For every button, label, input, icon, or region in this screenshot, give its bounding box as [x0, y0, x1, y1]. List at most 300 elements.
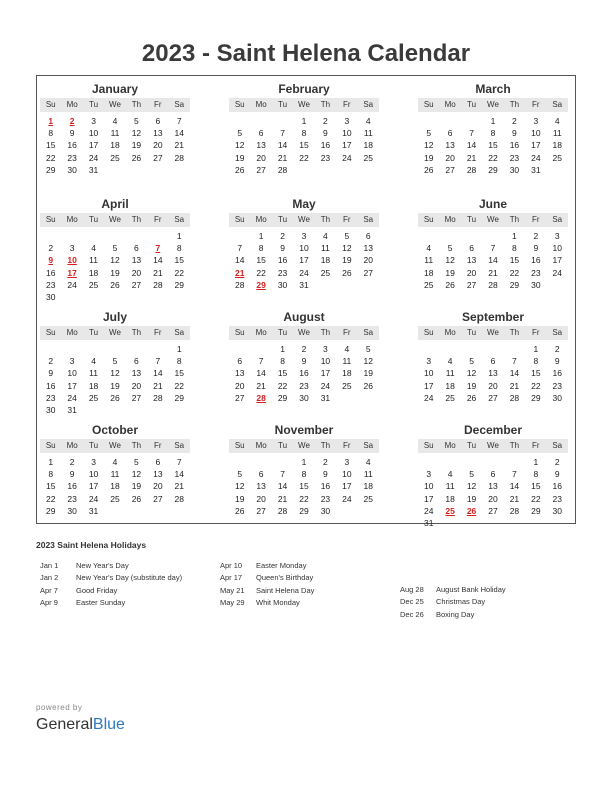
day-cell: 3 [91, 116, 96, 126]
day-cell: 5 [365, 344, 371, 354]
day-cell: 18 [320, 255, 331, 266]
day-cell: 18 [445, 493, 455, 504]
day-cell: 13 [363, 243, 374, 254]
day-cell: 24 [342, 152, 352, 163]
day-cell: 28 [153, 392, 163, 403]
empty-cell [147, 343, 168, 355]
day-cell: 24 [531, 152, 541, 163]
day-cell: 1 [490, 116, 496, 126]
day-cell: 12 [131, 469, 142, 480]
day-cell: 4 [91, 243, 96, 254]
day-cell: 13 [488, 368, 498, 379]
day-cell: 21 [174, 140, 185, 151]
day-cell: 6 [134, 356, 139, 367]
empty-cell [61, 230, 82, 242]
logo-part-blue: Blue [92, 716, 125, 733]
day-cell: 11 [110, 128, 120, 139]
day-cell: 23 [320, 152, 331, 163]
day-cell: 17 [67, 380, 77, 391]
day-cell: 1 [533, 344, 539, 354]
day-cell: 20 [234, 380, 245, 391]
holiday-row [40, 572, 182, 584]
day-cell: 23 [45, 392, 56, 403]
month-name: June [478, 197, 507, 211]
empty-cell [482, 456, 503, 468]
weekday-label: We [487, 441, 499, 450]
weekday-label: Fr [532, 441, 540, 450]
day-grid [418, 343, 568, 404]
generalblue-logo[interactable] [36, 716, 125, 734]
day-cell: 15 [45, 140, 56, 151]
day-cell: 23 [67, 493, 77, 504]
day-cell: 18 [423, 267, 434, 278]
holiday-day-cell: 1 [48, 116, 54, 126]
day-cell: 7 [280, 469, 285, 480]
day-cell: 1 [176, 344, 182, 354]
month-name: October [91, 423, 138, 437]
weekday-label: Fr [532, 215, 540, 224]
day-cell: 26 [342, 267, 352, 278]
day-cell: 9 [323, 128, 328, 139]
month-december [418, 423, 568, 529]
day-cell: 26 [423, 164, 434, 175]
day-cell: 12 [110, 368, 120, 379]
weekday-label: Tu [278, 328, 288, 337]
day-cell: 15 [488, 140, 498, 151]
day-cell: 6 [258, 469, 264, 480]
day-cell: 20 [256, 493, 266, 504]
day-cell: 17 [423, 380, 434, 391]
day-cell: 12 [445, 255, 455, 266]
month-september [418, 310, 568, 404]
holiday-column-2 [220, 560, 314, 609]
day-cell: 12 [466, 481, 477, 492]
holiday-row [220, 560, 314, 572]
weekday-label: We [487, 215, 499, 224]
day-cell: 20 [363, 255, 374, 266]
month-march [418, 82, 568, 176]
day-cell: 28 [466, 164, 477, 175]
day-cell: 1 [176, 231, 182, 241]
weekday-label: Su [234, 215, 245, 224]
day-cell: 10 [423, 481, 434, 492]
day-cell: 18 [342, 368, 352, 379]
empty-cell [504, 456, 525, 468]
day-cell: 15 [256, 255, 266, 266]
day-cell: 16 [67, 140, 77, 151]
day-cell: 22 [509, 267, 520, 278]
day-cell: 8 [533, 356, 539, 367]
weekday-label: Tu [89, 441, 99, 450]
day-cell: 16 [45, 380, 56, 391]
weekday-label: Th [131, 441, 142, 450]
day-cell: 14 [466, 140, 477, 151]
day-cell: 16 [509, 140, 520, 151]
day-cell: 29 [531, 505, 541, 516]
empty-cell [104, 343, 125, 355]
weekday-label: Sa [174, 215, 185, 224]
holiday-date: Jan 1 [40, 561, 59, 570]
day-cell: 3 [344, 457, 350, 467]
weekday-label: Sa [174, 328, 185, 337]
day-cell: 9 [69, 128, 75, 139]
weekday-label: Mo [66, 100, 78, 109]
day-cell: 11 [363, 128, 373, 139]
day-cell: 19 [363, 368, 374, 379]
weekday-label: Sa [174, 441, 185, 450]
day-cell: 13 [488, 481, 498, 492]
day-cell: 16 [277, 255, 288, 266]
empty-cell [461, 230, 482, 242]
holiday-date: Apr 7 [40, 585, 58, 595]
weekday-label: Fr [154, 328, 162, 337]
day-cell: 6 [490, 356, 496, 367]
weekday-label: Tu [467, 100, 477, 109]
day-cell: 8 [301, 469, 307, 480]
day-cell: 9 [554, 469, 560, 480]
empty-cell [272, 456, 293, 468]
weekday-label: Fr [154, 215, 162, 224]
empty-cell [461, 456, 482, 468]
day-cell: 24 [88, 152, 99, 163]
day-cell: 16 [531, 255, 541, 266]
day-cell: 21 [277, 493, 288, 504]
empty-cell [418, 230, 439, 242]
weekday-label: Su [45, 441, 56, 450]
day-cell: 30 [67, 505, 77, 516]
holiday-row [40, 560, 182, 572]
weekday-label: Mo [444, 441, 456, 450]
holiday-name: Easter Monday [256, 561, 307, 570]
weekday-header [229, 326, 379, 340]
day-cell: 15 [531, 368, 541, 379]
holiday-date: Jan 2 [40, 573, 59, 583]
weekday-label: Mo [444, 328, 456, 337]
weekday-label: Tu [467, 441, 477, 450]
month-february [229, 82, 379, 176]
weekday-label: Mo [66, 215, 78, 224]
weekday-label: Su [423, 441, 434, 450]
weekday-header [40, 439, 190, 453]
day-cell: 8 [258, 243, 264, 254]
day-cell: 13 [445, 140, 455, 151]
day-grid [229, 230, 379, 291]
day-cell: 5 [469, 469, 474, 480]
day-cell: 7 [237, 243, 243, 254]
day-cell: 21 [153, 267, 163, 278]
day-cell: 1 [258, 231, 264, 241]
day-cell: 17 [342, 140, 352, 151]
weekday-label: Tu [89, 215, 99, 224]
day-cell: 14 [256, 368, 266, 379]
weekday-label: Mo [255, 441, 267, 450]
weekday-header [229, 98, 379, 112]
weekday-label: Th [509, 328, 520, 337]
weekday-label: Tu [278, 215, 288, 224]
day-cell: 7 [155, 356, 161, 367]
day-cell: 19 [234, 152, 245, 163]
day-cell: 7 [490, 243, 496, 254]
day-cell: 10 [320, 356, 331, 367]
weekday-label: Mo [66, 441, 78, 450]
day-cell: 19 [234, 493, 245, 504]
day-cell: 25 [445, 392, 455, 403]
day-cell: 6 [155, 116, 161, 126]
day-cell: 3 [344, 116, 350, 126]
day-cell: 29 [45, 505, 56, 516]
day-cell: 2 [69, 457, 75, 467]
day-cell: 2 [48, 356, 54, 367]
day-cell: 29 [509, 279, 520, 290]
day-cell: 7 [469, 128, 474, 139]
holiday-name: Boxing Day [436, 609, 475, 619]
day-cell: 26 [110, 279, 120, 290]
holiday-name: New Year's Day [76, 561, 129, 570]
holiday-day-cell: 25 [445, 505, 455, 516]
day-cell: 18 [88, 380, 99, 391]
empty-cell [83, 343, 104, 355]
day-cell: 4 [112, 116, 118, 126]
day-cell: 30 [509, 164, 520, 175]
day-cell: 4 [91, 356, 96, 367]
day-cell: 9 [323, 469, 328, 480]
day-cell: 10 [88, 469, 99, 480]
day-cell: 1 [512, 231, 517, 241]
day-cell: 17 [342, 481, 352, 492]
day-cell: 20 [445, 152, 455, 163]
day-cell: 25 [320, 267, 331, 278]
day-cell: 30 [552, 505, 563, 516]
weekday-label: Fr [532, 328, 540, 337]
day-cell: 27 [488, 505, 498, 516]
weekday-label: Tu [278, 441, 288, 450]
holiday-row [400, 584, 506, 596]
day-cell: 12 [363, 356, 374, 367]
weekday-label: Su [45, 100, 56, 109]
empty-cell [126, 230, 147, 242]
day-cell: 29 [277, 392, 288, 403]
empty-cell [439, 230, 460, 242]
day-cell: 6 [155, 457, 161, 467]
day-cell: 23 [552, 493, 563, 504]
day-cell: 16 [45, 267, 56, 278]
empty-cell [272, 115, 293, 127]
day-cell: 13 [234, 368, 245, 379]
weekday-header [418, 439, 568, 453]
weekday-header [418, 326, 568, 340]
day-cell: 24 [552, 267, 563, 278]
day-cell: 4 [426, 243, 432, 254]
day-cell: 30 [552, 392, 563, 403]
day-cell: 19 [110, 267, 120, 278]
weekday-label: Su [423, 215, 434, 224]
day-cell: 27 [153, 152, 163, 163]
month-april [40, 197, 190, 303]
weekday-label: Fr [154, 100, 162, 109]
day-cell: 19 [466, 380, 477, 391]
day-cell: 15 [299, 481, 309, 492]
day-cell: 21 [509, 493, 520, 504]
weekday-label: Th [131, 328, 142, 337]
holiday-name: Saint Helena Day [256, 585, 315, 595]
day-cell: 14 [277, 481, 288, 492]
day-cell: 13 [131, 255, 142, 266]
page-title: 2023 - Saint Helena Calendar [141, 40, 471, 67]
weekday-label: We [109, 100, 121, 109]
holiday-day-cell: 2 [69, 116, 75, 126]
day-cell: 1 [301, 457, 307, 467]
holiday-date: Apr 10 [220, 561, 243, 570]
empty-cell [250, 115, 271, 127]
weekday-label: We [487, 328, 499, 337]
empty-cell [83, 230, 104, 242]
day-cell: 9 [512, 128, 517, 139]
weekday-label: Th [509, 215, 520, 224]
day-cell: 7 [176, 457, 182, 467]
holiday-row [40, 585, 182, 597]
day-cell: 4 [112, 457, 118, 467]
day-cell: 17 [299, 255, 309, 266]
day-cell: 21 [256, 380, 266, 391]
month-january [40, 82, 190, 176]
day-cell: 11 [445, 368, 455, 379]
day-cell: 2 [301, 344, 307, 354]
month-july [40, 310, 190, 416]
day-cell: 23 [320, 493, 331, 504]
day-cell: 20 [466, 267, 477, 278]
day-cell: 1 [301, 116, 307, 126]
weekday-label: Fr [343, 328, 351, 337]
day-cell: 17 [531, 140, 541, 151]
day-cell: 5 [112, 356, 118, 367]
day-cell: 21 [174, 481, 185, 492]
day-cell: 9 [533, 243, 539, 254]
weekday-header [40, 98, 190, 112]
day-cell: 16 [552, 481, 563, 492]
holiday-date: May 29 [220, 597, 245, 607]
holiday-date: Dec 26 [400, 609, 424, 619]
empty-cell [439, 343, 460, 355]
day-cell: 24 [67, 279, 77, 290]
day-cell: 26 [445, 279, 455, 290]
day-cell: 17 [88, 481, 99, 492]
day-grid [40, 230, 190, 303]
day-cell: 13 [153, 469, 163, 480]
day-grid [40, 456, 190, 517]
day-cell: 4 [554, 116, 560, 126]
day-cell: 3 [426, 356, 432, 367]
day-cell: 23 [277, 267, 288, 278]
holiday-date: May 21 [220, 585, 245, 595]
weekday-label: Th [509, 100, 520, 109]
day-cell: 25 [88, 392, 99, 403]
empty-cell [461, 343, 482, 355]
day-cell: 28 [277, 505, 288, 516]
day-cell: 28 [488, 279, 498, 290]
holiday-date: Apr 17 [220, 573, 243, 583]
weekday-label: Th [320, 100, 331, 109]
holiday-day-cell: 7 [155, 243, 161, 254]
weekday-label: Mo [255, 215, 267, 224]
day-cell: 10 [342, 128, 352, 139]
day-cell: 16 [320, 140, 331, 151]
day-cell: 5 [426, 128, 432, 139]
weekday-label: Sa [552, 100, 563, 109]
holiday-name: August Bank Holiday [436, 585, 506, 594]
holiday-row [220, 585, 314, 597]
weekday-header [229, 439, 379, 453]
day-cell: 8 [280, 356, 285, 367]
day-cell: 19 [466, 493, 477, 504]
day-cell: 8 [48, 128, 54, 139]
day-grid [418, 230, 568, 291]
day-cell: 22 [45, 152, 56, 163]
day-grid [40, 343, 190, 416]
day-cell: 27 [256, 164, 266, 175]
empty-cell [482, 230, 503, 242]
day-cell: 11 [424, 255, 434, 266]
day-cell: 24 [320, 380, 331, 391]
holiday-day-cell: 29 [256, 279, 266, 290]
weekday-label: Tu [89, 100, 99, 109]
day-cell: 27 [256, 505, 266, 516]
day-cell: 8 [176, 243, 182, 254]
day-cell: 22 [488, 152, 498, 163]
month-november [229, 423, 379, 517]
day-cell: 3 [323, 344, 328, 354]
day-cell: 30 [299, 392, 309, 403]
day-cell: 29 [174, 279, 185, 290]
holiday-row [400, 609, 506, 621]
day-grid [229, 115, 379, 176]
day-cell: 28 [174, 493, 185, 504]
weekday-label: We [109, 328, 121, 337]
day-cell: 18 [445, 380, 455, 391]
day-cell: 24 [88, 493, 99, 504]
day-cell: 2 [512, 116, 517, 126]
weekday-label: Th [131, 100, 142, 109]
day-cell: 22 [299, 152, 309, 163]
day-grid [229, 343, 379, 404]
day-cell: 26 [234, 164, 245, 175]
day-cell: 2 [323, 116, 328, 126]
day-cell: 31 [320, 392, 331, 403]
day-cell: 17 [552, 255, 563, 266]
day-cell: 26 [234, 505, 245, 516]
day-cell: 4 [323, 231, 328, 241]
day-cell: 8 [490, 128, 496, 139]
day-cell: 27 [466, 279, 477, 290]
day-cell: 20 [256, 152, 266, 163]
weekday-label: Sa [552, 328, 563, 337]
day-cell: 31 [299, 279, 309, 290]
day-cell: 27 [234, 392, 245, 403]
day-cell: 22 [256, 267, 266, 278]
day-cell: 2 [48, 243, 54, 254]
holiday-row [220, 572, 314, 584]
weekday-label: Fr [343, 100, 351, 109]
day-cell: 16 [299, 368, 309, 379]
empty-cell [418, 456, 439, 468]
holidays-title: 2023 Saint Helena Holidays [36, 540, 147, 550]
day-cell: 13 [131, 368, 142, 379]
weekday-label: Mo [255, 328, 267, 337]
weekday-label: Mo [444, 100, 456, 109]
day-cell: 19 [110, 380, 120, 391]
day-cell: 24 [299, 267, 309, 278]
day-cell: 12 [234, 140, 245, 151]
weekday-label: Mo [255, 100, 267, 109]
